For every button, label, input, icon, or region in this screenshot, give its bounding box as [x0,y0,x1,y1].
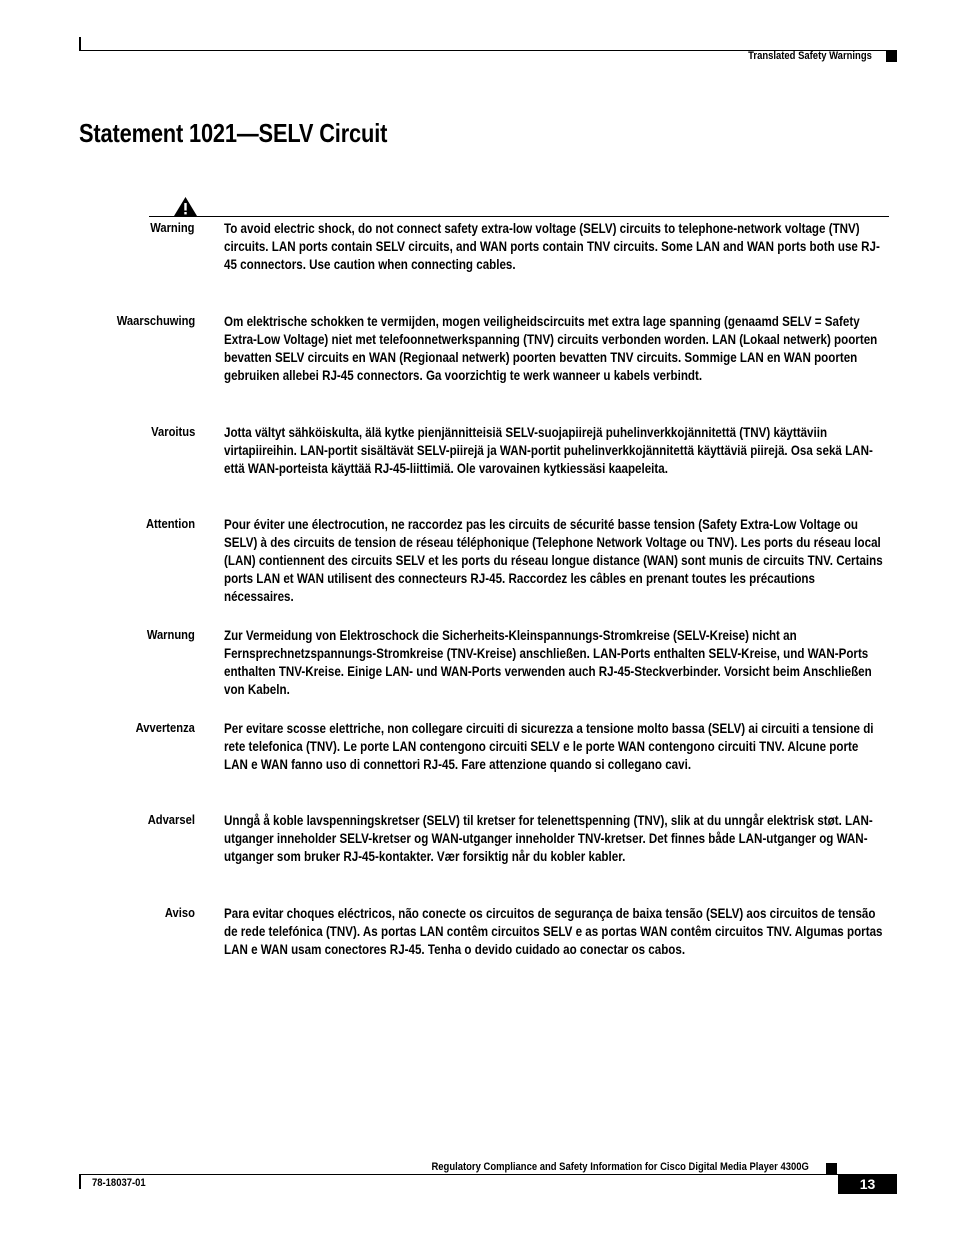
footer-left-bar [79,1174,81,1189]
header-section-title: Translated Safety Warnings [748,50,872,62]
warning-label: Aviso [164,905,195,920]
page-number: 13 [838,1174,897,1194]
footer-document-title: Regulatory Compliance and Safety Information for Cisco Digital Media Player 4300G [431,1161,809,1173]
warning-label: Attention [145,516,195,531]
warning-triangle-icon [173,196,198,217]
warning-text: Om elektrische schokken te vermijden, mogen veiligheidscircuits met extra lage spanning (genaamd SELV = Safety Extra-Low Voltage) niet met telefoonnetwerkspanning (TNV) circuits verbonden worden. LAN (Lokaal netwerk) poorten bevatten SELV circuits en WAN (Regionaal netwerk) poorten bevatten TNV circuits. Sommige LAN en WAN poorten gebruiken allebei RJ-45 connectors. Ga voorzichtig te werk wanneer u kabels verbindt. [224,314,878,383]
warning-text: Para evitar choques eléctricos, não conecte os circuitos de segurança de baixa tensão (SELV) aos circuitos de tensão de rede telefónica (TNV). As portas LAN contêm circuitos SELV e as portas WAN contêm circuitos TNV. Algumas portas LAN e WAN usam conectores RJ-45. Tenha o devido cuidado ao conectar os cabos. [224,906,883,957]
page-title: Statement 1021—SELV Circuit [79,118,388,148]
warning-text: Per evitare scosse elettriche, non collegare circuiti di sicurezza a tensione molto bassa (SELV) ai circuiti a tensione di rete telefonica (TNV). Le porte LAN contengono circuiti SELV e le porte WAN contengono circuiti TNV. Alcune porte LAN e WAN fanno uso di connettori RJ-45. Fare attenzione quando si collegano cavi. [224,721,874,772]
warning-text: Pour éviter une électrocution, ne raccordez pas les circuits de sécurité basse tension (Safety Extra-Low Voltage ou SELV) à des circuits de tension de réseau téléphonique (Telephone Network Voltage ou TNV). Les ports du réseau local (LAN) contiennent des circuits SELV et les ports du réseau longue distance (WAN) sont munis de circuits TNV. Certains ports LAN et WAN utilisent des connecteurs RJ-45. Raccordez les câbles en prenant toutes les précautions nécessaires. [224,517,883,604]
warning-text: To avoid electric shock, do not connect safety extra-low voltage (SELV) circuits to telephone-network voltage (TNV) circuits. LAN ports contain SELV circuits, and WAN ports contain TNV circuits. Some LAN and WAN ports both use RJ-45 connectors. Use caution when connecting cables. [224,221,880,272]
footer-document-number: 78-18037-01 [92,1177,146,1189]
warning-rule [149,216,889,217]
warning-label: Warning [150,220,195,235]
warning-label: Varoitus [150,424,195,439]
footer-marker [826,1163,837,1174]
header-marker [886,51,897,62]
warning-text: Unngå å koble lavspenningskretser (SELV) til kretser for telenettspenning (TNV), slik at du unngår elektrisk støt. LAN-utganger inneholder SELV-kretser og WAN-utganger inneholder TNV-kretser. Det finnes både LAN-utganger og WAN-utganger som bruker RJ-45-kontakter. Vær forsiktig når du kobler kabler. [224,813,873,864]
warning-label: Warnung [146,627,195,642]
warning-label: Avvertenza [135,720,195,735]
footer-rule [79,1174,839,1175]
header-left-bar [79,37,81,51]
warning-text: Zur Vermeidung von Elektroschock die Sicherheits-Kleinspannungs-Stromkreise (SELV-Kreise) nicht an Fernsprechnetzspannungs-Stromkreise (TNV-Kreise) anschließen. LAN-Ports enthalten SELV-Kreise, und WAN-Ports enthalten TNV-Kreise. Einige LAN- und WAN-Ports verwenden auch RJ-45-Steckverbinder. Vorsicht beim Anschließen von Kabeln. [224,628,872,697]
warning-text: Jotta vältyt sähköiskulta, älä kytke pienjännitteisiä SELV-suojapiirejä puhelinverkkojännitettä (TNV) käyttäviin virtapiireihin. LAN-portit sisältävät SELV-piirejä ja WAN-portit puhelinverkkojännitettä käyttäviä piirejä. Osa sekä LAN- että WAN-porteista käyttää RJ-45-liittimiä. Ole varovainen kytkiessäsi kaapeleita. [224,425,873,476]
warning-label: Waarschuwing [116,313,195,328]
warning-label: Advarsel [147,812,195,827]
